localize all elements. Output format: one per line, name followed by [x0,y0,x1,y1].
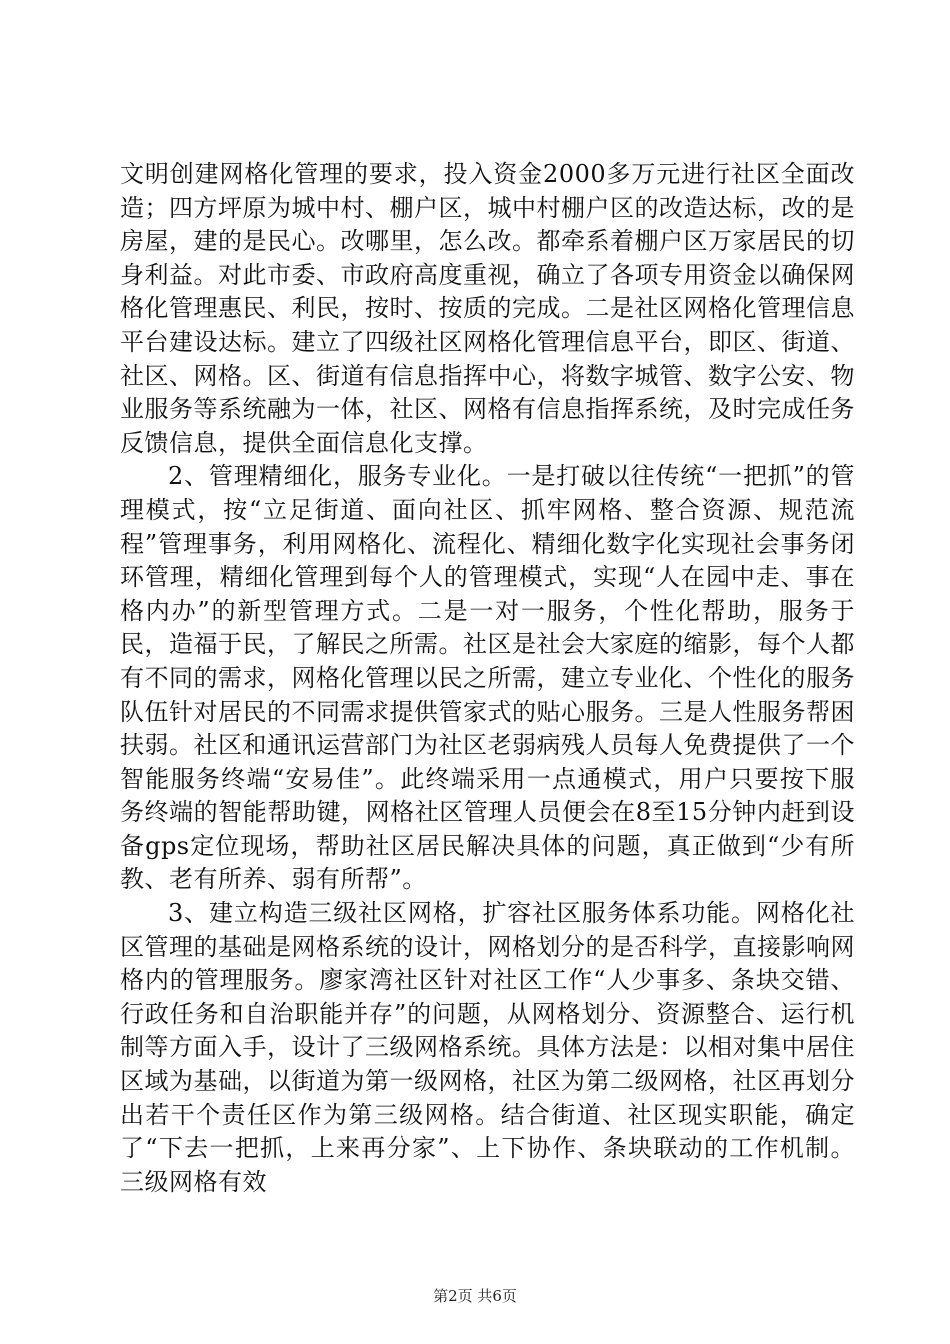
paragraph-section-3: 3、建立构造三级社区网格，扩容社区服务体系功能。网格化社区管理的基础是网格系统的设计，网格划分的是否科学，直接影响网格内的管理服务。廖家湾社区针对社区工作“人少事多、条块交错、行政任务和自治职能并存”的问题，从网格划分、资源整合、运行机制等方面入手，设计了三级网格系统。具体方法是：以相对集中居住区域为基础，以街道为第一级网格，社区为第二级网格，社区再划分出若干个责任区作为第三级网格。结合街道、社区现实职能，确定了“下去一把抓，上来再分家”、上下协作、条块联动的工作机制。三级网格有效 [120,899,855,1196]
page-footer: 第2页 共6页 [433,1287,517,1305]
paragraph-continued: 文明创建网格化管理的要求，投入资金2000多万元进行社区全面改造；四方坪原为城中村、棚户区，城中村棚户区的改造达标，改的是房屋，建的是民心。改哪里，怎么改。都牵系着棚户区万家居民的切身利益。对此市委、市政府高度重视，确立了各项专用资金以确保网格化管理惠民、利民，按时、按质的完成。二是社区网格化管理信息平台建设达标。建立了四级社区网格化管理信息平台，即区、街道、社区、网格。区、街道有信息指挥中心，将数字城管、数字公安、物业服务等系统融为一体，社区、网格有信息指挥系统，及时完成任务反馈信息，提供全面信息化支撑。 [120,160,855,457]
body-text [120,158,855,1199]
paragraph-section-2: 2、管理精细化，服务专业化。一是打破以往传统“一把抓”的管理模式，按“立足街道、面向社区、抓牢网格、整合资源、规范流程”管理事务，利用网格化、流程化、精细化数字化实现社会事务闭环管理，精细化管理到每个人的管理模式，实现“人在园中走、事在格内办”的新型管理方式。二是一对一服务，个性化帮助，服务于民，造福于民，了解民之所需。社区是社会大家庭的缩影，每个人都有不同的需求，网格化管理以民之所需，建立专业化、个性化的服务队伍针对居民的不同需求提供管家式的贴心服务。三是人性服务帮困扶弱。社区和通讯运营部门为社区老弱病残人员每人免费提供了一个智能服务终端“安易佳”。此终端采用一点通模式，用户只要按下服务终端的智能帮助键，网格社区管理人员便会在8至15分钟内赶到设备gps定位现场，帮助社区居民解决具体的问题，真正做到“少有所教、老有所养、弱有所帮”。 [120,462,855,894]
